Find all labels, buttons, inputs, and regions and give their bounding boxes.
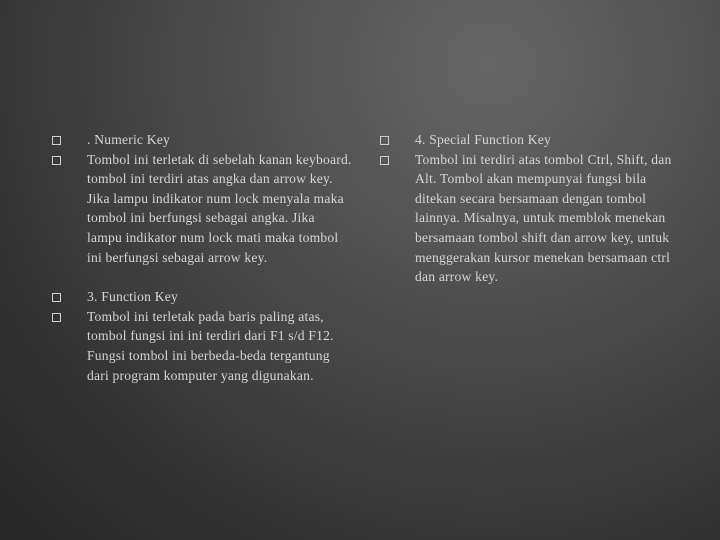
list-item [380,130,690,150]
numeric-key-body: Tombol ini terletak di sebelah kanan keyboard. tombol ini terdiri atas angka dan arrow key. Jika lampu indikator num lock menyala maka tombol ini berfungsi sebagai angka. Jika lampu indikator num lock mati maka tombol ini berfungsi sebagai arrow key. [87,151,352,265]
list-item [52,307,352,385]
square-bullet-icon [52,136,61,145]
square-bullet-icon [380,156,389,165]
list-item [52,130,352,150]
function-key-heading: 3. Function Key [87,289,178,305]
left-column [52,130,352,385]
square-bullet-icon [52,313,61,322]
list-item [52,287,352,307]
function-key-body: Tombol ini terletak pada baris paling atas, tombol fungsi ini ini terdiri dari F1 s/d F12. Fungsi tombol ini berbeda-beda tergantung dari program komputer yang digunakan. [87,308,334,383]
special-function-key-heading: 4. Special Function Key [415,132,551,147]
list-item [52,150,352,268]
numeric-key-heading: . Numeric Key [87,132,171,147]
right-column [380,130,690,287]
special-function-key-body: Tombol ini terdiri atas tombol Ctrl, Shift, dan Alt. Tombol akan mempunyai fungsi bila ditekan secara bersamaan dengan tombol lainnya. Misalnya, untuk memblok menekan bersamaan tombol shift dan arrow key, untuk menggerakan kursor menekan bersamaan ctrl dan arrow key. [415,151,672,285]
square-bullet-icon [380,136,389,145]
list-item [380,150,690,287]
square-bullet-icon [52,156,61,165]
square-bullet-icon [52,293,61,302]
